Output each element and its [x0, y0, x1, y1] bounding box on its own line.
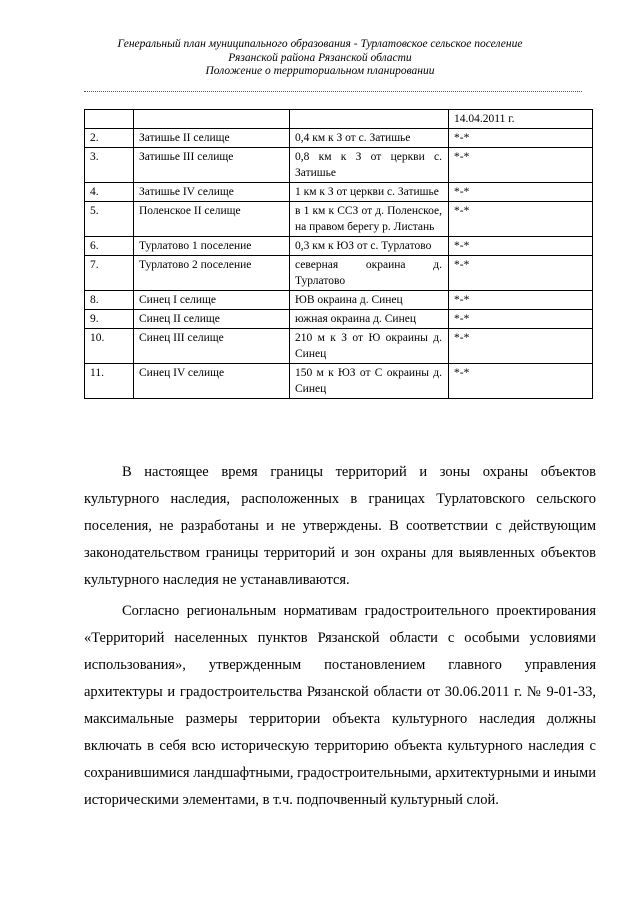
heritage-objects-table — [84, 109, 593, 399]
object-name: Синец IV селище — [134, 364, 290, 399]
row-number: 3. — [85, 148, 134, 183]
table-row — [85, 364, 593, 399]
row-number: 6. — [85, 237, 134, 256]
row-number: 5. — [85, 202, 134, 237]
row-number: 8. — [85, 291, 134, 310]
header-line-section: Положение о территориальном планировании — [205, 65, 435, 77]
table-cell-empty — [134, 110, 290, 129]
object-document: *-* — [449, 329, 593, 364]
table-row — [85, 256, 593, 291]
object-location: северная окраина д. Турлатово — [290, 256, 449, 291]
object-location: южная окраина д. Синец — [290, 310, 449, 329]
object-name: Синец I селище — [134, 291, 290, 310]
object-location: ЮВ окраина д. Синец — [290, 291, 449, 310]
object-document: *-* — [449, 256, 593, 291]
table-row — [85, 310, 593, 329]
row-number: 7. — [85, 256, 134, 291]
object-document: *-* — [449, 129, 593, 148]
table-row — [85, 291, 593, 310]
row-number: 11. — [85, 364, 134, 399]
object-document: *-* — [449, 183, 593, 202]
table-row — [85, 148, 593, 183]
table-cell-empty — [290, 110, 449, 129]
body-text — [84, 459, 596, 814]
object-location: 0,3 км к ЮЗ от с. Турлатово — [290, 237, 449, 256]
object-name: Затишье III селище — [134, 148, 290, 183]
table-row — [85, 129, 593, 148]
object-document: *-* — [449, 148, 593, 183]
object-location: 150 м к ЮЗ от С окраины д. Синец — [290, 364, 449, 399]
object-name: Синец III селище — [134, 329, 290, 364]
header-line-plan-title: Генеральный план муниципального образования - Турлатовское сельское поселение — [117, 38, 523, 50]
object-name: Затишье II селище — [134, 129, 290, 148]
object-location: в 1 км к ССЗ от д. Поленское, на правом берегу р. Листань — [290, 202, 449, 237]
object-document: *-* — [449, 291, 593, 310]
object-name: Синец II селище — [134, 310, 290, 329]
object-name: Затишье IV селище — [134, 183, 290, 202]
object-document: *-* — [449, 202, 593, 237]
table-row-continued — [85, 110, 593, 129]
paragraph-regional-norms: Согласно региональным нормативам градостроительного проектирования «Территорий населенных пунктов Рязанской области с особыми условиями использования», утвержденным постановлением главного управления архитектуры и градостроительства Рязанской области от 30.06.2011 г. № 9-01-33, максимальные размеры территории объекта культурного наследия должны включать в себя всю историческую территорию объекта культурного наследия с сохранившимися ландшафтными, градостроительными, архитектурными и иными историческими элементами, в т.ч. подпочвенный культурный слой. — [84, 603, 596, 808]
header-divider — [84, 91, 582, 92]
object-location: 1 км к З от церкви с. Затишье — [290, 183, 449, 202]
object-name: Турлатово 1 поселение — [134, 237, 290, 256]
object-name: Турлатово 2 поселение — [134, 256, 290, 291]
object-location: 210 м к З от Ю окраины д. Синец — [290, 329, 449, 364]
document-header — [0, 38, 640, 79]
object-document: *-* — [449, 310, 593, 329]
object-location: 0,4 км к З от с. Затишье — [290, 129, 449, 148]
table-row — [85, 329, 593, 364]
row-number: 10. — [85, 329, 134, 364]
object-location: 0,8 км к З от церкви с. Затишье — [290, 148, 449, 183]
table-row — [85, 183, 593, 202]
table-cell-date: 14.04.2011 г. — [449, 110, 593, 129]
table-cell-empty — [85, 110, 134, 129]
row-number: 2. — [85, 129, 134, 148]
row-number: 4. — [85, 183, 134, 202]
object-name: Поленское II селище — [134, 202, 290, 237]
table-row — [85, 202, 593, 237]
paragraph-boundaries-not-established: В настоящее время границы территорий и зоны охраны объектов культурного наследия, расположенных в границах Турлатовского сельского поселения, не разработаны и не утверждены. В соответствии с действующим законодательством границы территорий и зон охраны для выявленных объектов культурного наследия не устанавливаются. — [84, 464, 596, 588]
row-number: 9. — [85, 310, 134, 329]
table-row — [85, 237, 593, 256]
object-document: *-* — [449, 237, 593, 256]
header-line-region: Рязанской района Рязанской области — [228, 51, 412, 64]
object-document: *-* — [449, 364, 593, 399]
